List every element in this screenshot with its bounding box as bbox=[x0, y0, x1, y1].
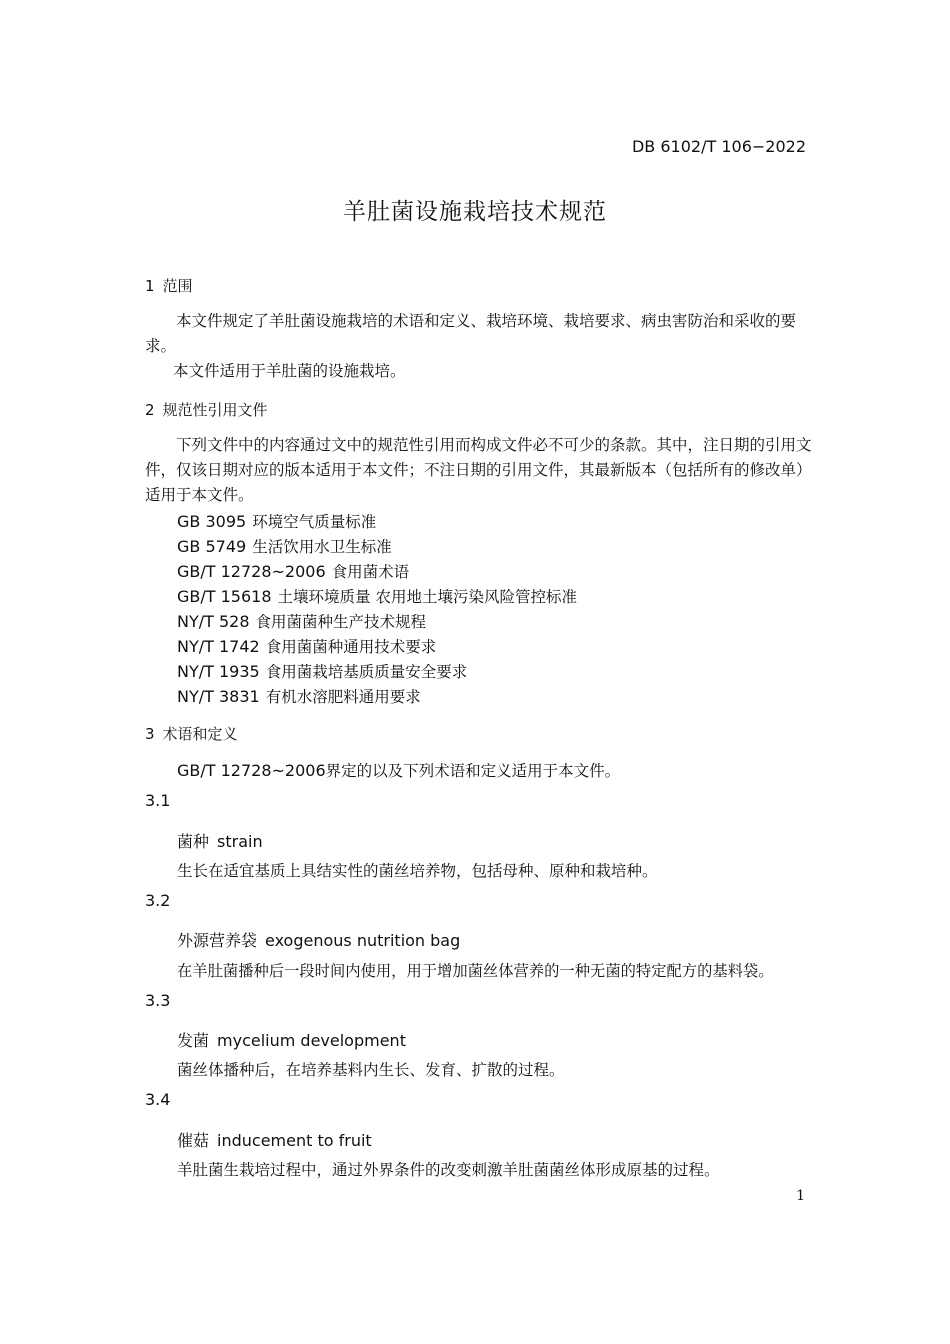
reference-item bbox=[177, 660, 467, 682]
reference-title: 生活饮用水卫生标准 bbox=[252, 538, 392, 556]
reference-item bbox=[177, 685, 421, 707]
term-zh: 外源营养袋 bbox=[177, 931, 258, 950]
term-zh: 发菌 bbox=[177, 1031, 210, 1050]
section-title: 范围 bbox=[162, 277, 193, 295]
term-zh: 菌种 bbox=[177, 832, 210, 851]
term-definition: 生长在适宜基质上具结实性的菌丝培养物，包括母种、原种和栽培种。 bbox=[177, 862, 658, 880]
reference-code: GB 3095 bbox=[177, 512, 247, 531]
reference-item bbox=[177, 610, 426, 632]
term-en: strain bbox=[217, 832, 263, 851]
reference-code: GB 5749 bbox=[177, 537, 247, 556]
reference-code: NY/T 1742 bbox=[177, 637, 260, 656]
reference-code: GB/T 15618 bbox=[177, 587, 272, 606]
reference-title: 食用菌菌种生产技术规程 bbox=[255, 613, 427, 631]
reference-code: NY/T 3831 bbox=[177, 687, 260, 706]
section-title: 术语和定义 bbox=[162, 725, 238, 743]
section-1-paragraph-2 bbox=[145, 359, 815, 384]
term-en: exogenous nutrition bag bbox=[265, 931, 461, 950]
page-number: 1 bbox=[796, 1188, 805, 1204]
reference-code: NY/T 1935 bbox=[177, 662, 260, 681]
term-number: 3.3 bbox=[145, 991, 171, 1010]
reference-item bbox=[177, 635, 436, 657]
reference-title: 食用菌菌种通用技术要求 bbox=[265, 638, 437, 656]
reference-item bbox=[177, 535, 392, 557]
section-2-heading bbox=[145, 399, 268, 420]
reference-code: GB/T 12728~2006 bbox=[177, 562, 326, 581]
section-number: 3 bbox=[145, 725, 155, 743]
term-en: mycelium development bbox=[217, 1031, 406, 1050]
term-number: 3.2 bbox=[145, 891, 171, 910]
term-heading bbox=[177, 1128, 372, 1151]
section-2-paragraph-1 bbox=[145, 433, 815, 508]
section-1-paragraph-1 bbox=[145, 309, 815, 359]
section-3-intro bbox=[177, 759, 620, 781]
reference-title: 有机水溶肥料通用要求 bbox=[265, 688, 421, 706]
term-heading bbox=[177, 1028, 406, 1051]
reference-title: 食用菌栽培基质质量安全要求 bbox=[265, 663, 468, 681]
term-heading bbox=[177, 829, 263, 852]
reference-item bbox=[177, 560, 409, 582]
term-definition: 菌丝体播种后，在培养基料内生长、发育、扩散的过程。 bbox=[177, 1061, 565, 1079]
term-zh: 催菇 bbox=[177, 1131, 210, 1150]
section-title: 规范性引用文件 bbox=[162, 401, 268, 419]
reference-item bbox=[177, 585, 577, 607]
section-number: 2 bbox=[145, 401, 155, 419]
document-number: DB 6102/T 106−2022 bbox=[631, 137, 806, 156]
section-number: 1 bbox=[145, 277, 155, 295]
term-en: inducement to fruit bbox=[217, 1131, 372, 1150]
paragraph-text: 本文件适用于羊肚菌的设施栽培。 bbox=[173, 362, 406, 380]
document-title: 羊肚菌设施栽培技术规范 bbox=[343, 199, 607, 225]
term-definition: 在羊肚菌播种后一段时间内使用，用于增加菌丝体营养的一种无菌的特定配方的基料袋。 bbox=[177, 962, 774, 980]
paragraph-text: 下列文件中的内容通过文中的规范性引用而构成文件必不可少的条款。其中，注日期的引用文件，仅该日期对应的版本适用于本文件；不注日期的引用文件，其最新版本（包括所有的修改单）适用于本文件。 bbox=[145, 436, 812, 504]
reference-title: 环境空气质量标准 bbox=[252, 513, 377, 531]
reference-title: 食用菌术语 bbox=[331, 563, 410, 581]
intro-text: 界定的以及下列术语和定义适用于本文件。 bbox=[325, 762, 621, 780]
term-definition: 羊肚菌生栽培过程中，通过外界条件的改变刺激羊肚菌菌丝体形成原基的过程。 bbox=[177, 1161, 720, 1179]
reference-item bbox=[177, 510, 376, 532]
term-number: 3.1 bbox=[145, 791, 171, 810]
reference-title: 土壤环境质量 农用地土壤污染风险管控标准 bbox=[277, 588, 577, 606]
section-1-heading bbox=[145, 275, 193, 296]
paragraph-text: 本文件规定了羊肚菌设施栽培的术语和定义、栽培环境、栽培要求、病虫害防治和采收的要求。 bbox=[145, 312, 797, 355]
reference-code: GB/T 12728~2006 bbox=[177, 761, 326, 780]
term-number: 3.4 bbox=[145, 1090, 171, 1109]
term-heading bbox=[177, 928, 460, 951]
section-3-heading bbox=[145, 723, 238, 744]
reference-code: NY/T 528 bbox=[177, 612, 250, 631]
